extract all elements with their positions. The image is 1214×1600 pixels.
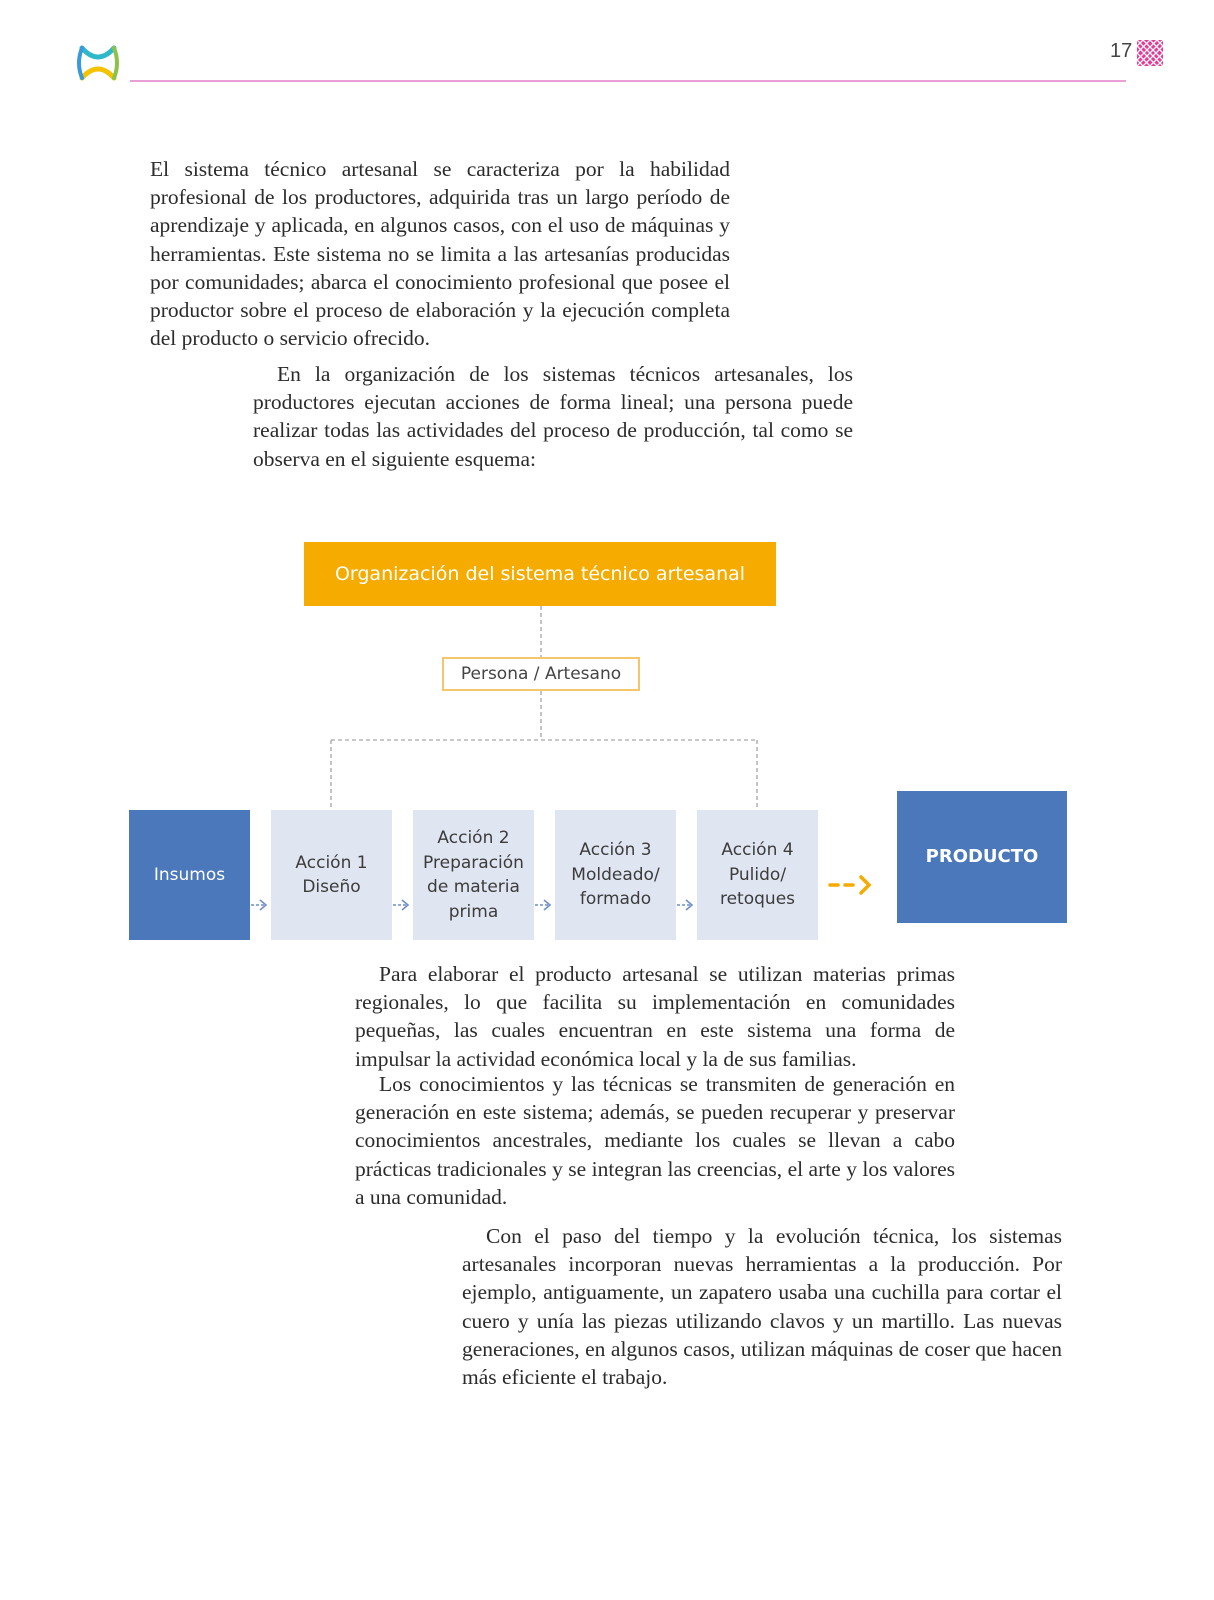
person-box: Persona / Artesano bbox=[442, 657, 640, 691]
paragraph-knowledge bbox=[355, 1070, 955, 1211]
paragraph-evolution-text: Con el paso del tiempo y la evolución técnica, los sistemas artesanales incorporan nuevas herramientas a la producción. Por ejemplo, antiguamente, un zapatero usaba una cuchilla para cortar el cuero y unía las piezas utilizando clavos y un martillo. Las nuevas generaciones, en algunos casos, utilizan máquinas de coser que hacen más eficiente el trabajo. bbox=[462, 1224, 1062, 1390]
page-number: 17 bbox=[1110, 40, 1133, 62]
action-box-1 bbox=[271, 810, 392, 940]
paragraph-raw-materials-text: Para elaborar el producto artesanal se utilizan materias primas regionales, lo que facilita su implementación en comunidades pequeñas, las cuales encuentran en este sistema una forma de impulsar la actividad económica local y la de sus familias. bbox=[355, 962, 955, 1071]
paragraph-raw-materials bbox=[355, 960, 955, 1073]
action-description: Pulido/ retoques bbox=[719, 864, 796, 910]
action-number: Acción 4 bbox=[721, 840, 794, 861]
action-box-4 bbox=[697, 810, 818, 940]
action-number: Acción 3 bbox=[579, 840, 652, 861]
paragraph-knowledge-text: Los conocimientos y las técnicas se transmiten de generación en generación en este sistema; además, se pueden recuperar y preservar conocimientos ancestrales, mediante los cuales se llevan a cabo prácticas tradicionales y se integran las creencias, el arte y los valores a una comunidad. bbox=[355, 1072, 955, 1209]
diagram-title: Organización del sistema técnico artesanal bbox=[304, 542, 776, 606]
action-description: Preparación de materia prima bbox=[423, 852, 524, 922]
action-box-2 bbox=[413, 810, 534, 940]
decorative-pattern-icon bbox=[1137, 40, 1163, 66]
action-description: Moldeado/ formado bbox=[571, 864, 660, 910]
action-number: Acción 2 bbox=[437, 828, 510, 848]
action-number: Acción 1 bbox=[295, 852, 368, 873]
product-box: PRODUCTO bbox=[897, 791, 1067, 923]
paragraph-organization-text: En la organización de los sistemas técnicos artesanales, los productores ejecutan acciones de forma lineal; una persona puede realizar todas las actividades del proceso de producción, tal como se observa en el siguiente esquema: bbox=[253, 362, 853, 471]
header-rule bbox=[130, 80, 1126, 82]
input-box: Insumos bbox=[129, 810, 250, 940]
paragraph-organization bbox=[253, 360, 853, 473]
action-description: Diseño bbox=[302, 877, 361, 897]
paragraph-evolution bbox=[462, 1222, 1062, 1391]
action-box-3 bbox=[555, 810, 676, 940]
paragraph-intro: El sistema técnico artesanal se caracteriza por la habilidad profesional de los productores, adquirida tras un largo período de aprendizaje y aplicada, en algunos casos, con el uso de máquinas y herramientas. Este sistema no se limita a las artesanías producidas por comunidades; abarca el conocimiento profesional que posee el productor sobre el proceso de elaboración y la ejecución completa del producto o servicio ofrecido. bbox=[150, 157, 730, 351]
logo-icon bbox=[76, 40, 120, 86]
